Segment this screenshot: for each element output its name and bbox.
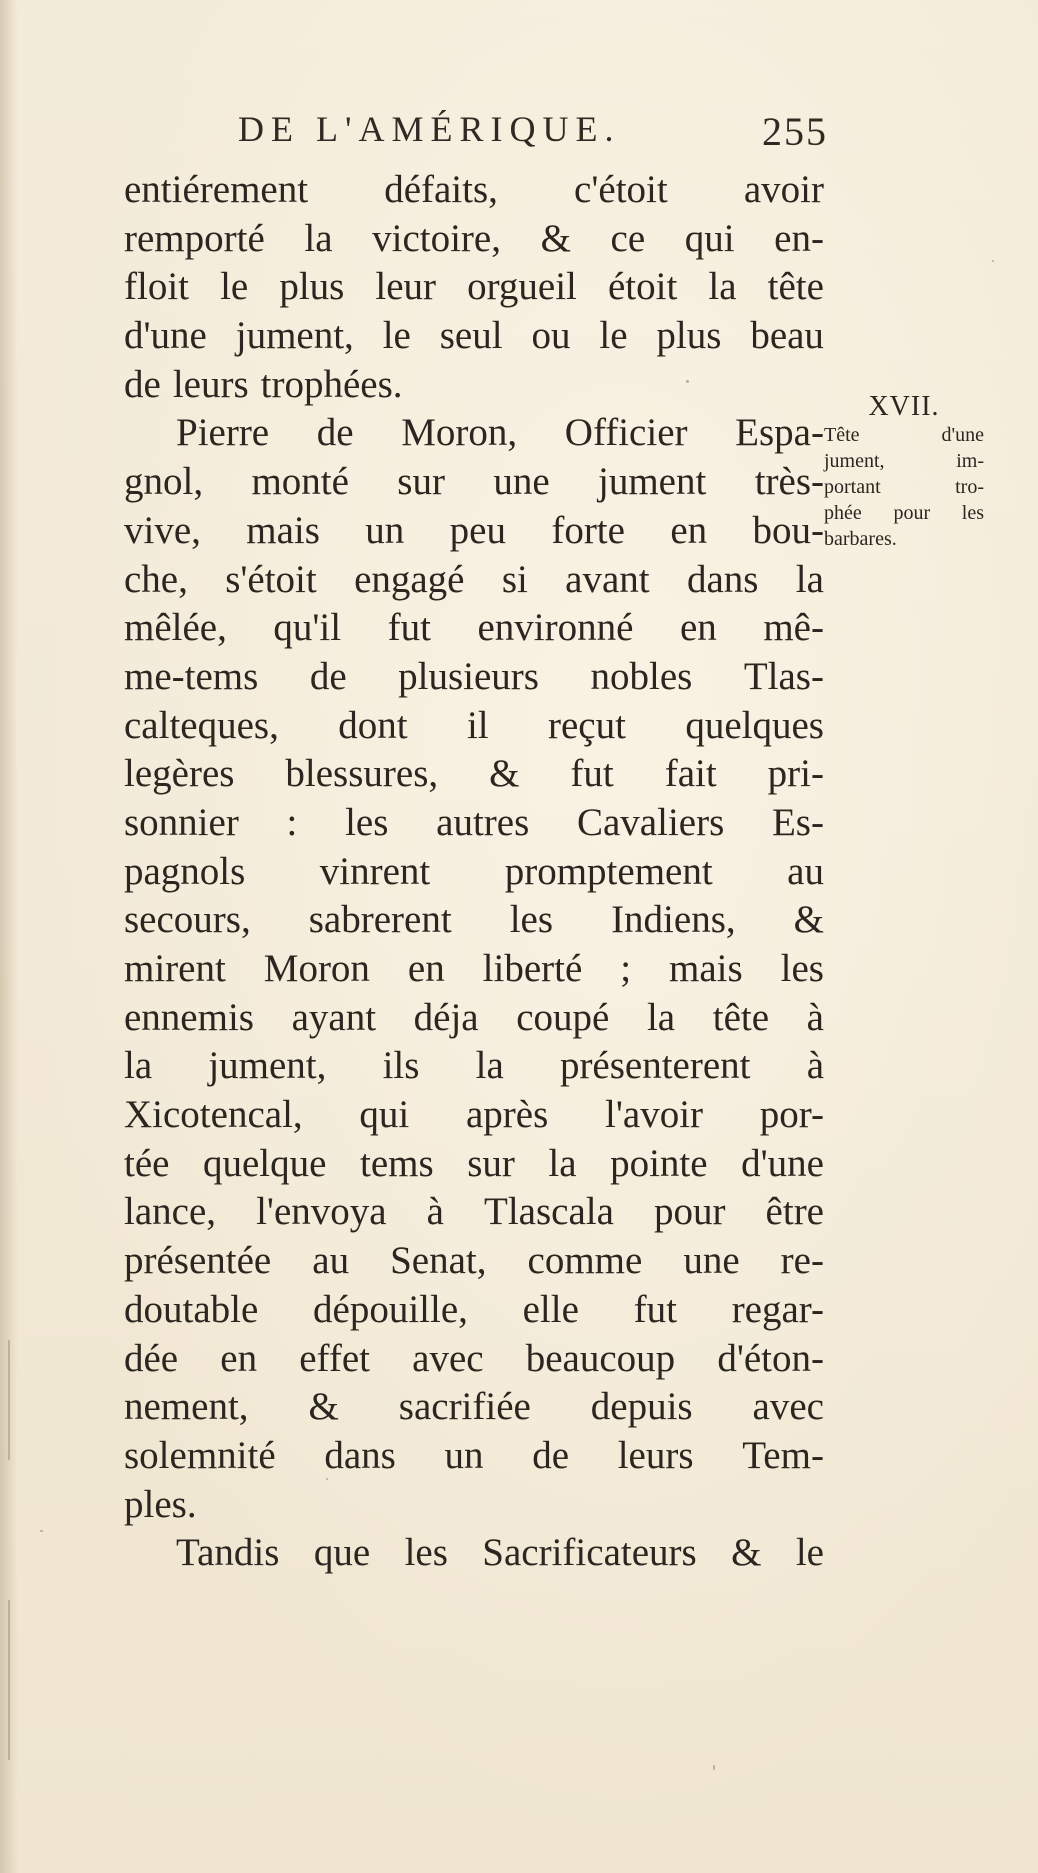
word: ples. xyxy=(124,1482,197,1526)
word: le xyxy=(599,314,628,358)
word: Officier xyxy=(564,411,688,455)
word: & xyxy=(540,216,571,260)
word: de xyxy=(316,411,354,455)
word: en xyxy=(679,606,717,650)
text-line xyxy=(124,799,824,848)
word: plusieurs xyxy=(398,654,539,698)
word: im- xyxy=(956,450,984,472)
word: mais xyxy=(669,947,743,990)
word: la xyxy=(708,265,737,309)
word: sonnier xyxy=(124,800,239,844)
word: secours, xyxy=(124,898,251,942)
word: au xyxy=(312,1239,350,1283)
scan-edge-mark xyxy=(8,1600,10,1760)
word: seul xyxy=(439,314,503,358)
text-line xyxy=(124,653,824,702)
text-line xyxy=(124,166,824,215)
body-text xyxy=(124,166,824,1578)
text-line xyxy=(124,1481,824,1530)
word: pour xyxy=(893,502,931,524)
running-title: DE L'AMÉRIQUE. xyxy=(238,109,621,149)
word: être xyxy=(765,1190,824,1234)
word: défaits, xyxy=(384,168,498,211)
word: sur xyxy=(397,460,445,504)
word: vinrent xyxy=(319,849,431,893)
word: dépouille, xyxy=(313,1287,468,1331)
word: la xyxy=(795,557,824,601)
word: fait xyxy=(664,752,717,796)
text-line xyxy=(124,215,824,264)
word: qui xyxy=(359,1093,410,1137)
word: tems xyxy=(360,1141,434,1185)
word: Tem- xyxy=(742,1433,824,1477)
word: avoir xyxy=(743,168,824,211)
word: d'une xyxy=(941,424,984,446)
word: pagnols xyxy=(124,849,246,893)
word: mê- xyxy=(763,606,824,650)
word: nement, xyxy=(124,1385,249,1429)
word: les xyxy=(509,898,554,942)
word: avec xyxy=(752,1385,824,1429)
word: Tête xyxy=(824,424,860,446)
text-line xyxy=(124,896,824,945)
word: barbares. xyxy=(824,528,897,550)
word: fut xyxy=(570,752,614,796)
word: en xyxy=(670,508,708,552)
word: dont xyxy=(338,703,408,747)
word: autres xyxy=(436,800,530,844)
text-line xyxy=(124,604,824,653)
text-line xyxy=(124,1529,824,1578)
word: fut xyxy=(387,606,431,650)
text-line xyxy=(124,848,824,897)
word: vive, xyxy=(124,508,201,552)
word: remporté xyxy=(124,216,265,260)
word: leur xyxy=(375,265,437,309)
text-line xyxy=(124,409,824,458)
word: effet xyxy=(299,1336,370,1380)
word: monté xyxy=(251,460,349,504)
word: tro- xyxy=(955,476,984,498)
word: Moron xyxy=(263,947,370,990)
text-line xyxy=(124,1335,824,1384)
word: fut xyxy=(633,1287,677,1331)
word: Pierre xyxy=(176,411,270,455)
word: jument, xyxy=(235,314,354,358)
word: & xyxy=(489,752,520,796)
word: à xyxy=(426,1190,444,1234)
text-line xyxy=(124,1140,824,1189)
text-line xyxy=(124,263,824,312)
word: floit xyxy=(124,265,189,309)
marginal-note-line xyxy=(824,474,984,500)
word: ayant xyxy=(291,995,377,1039)
word: c'étoit xyxy=(574,168,668,211)
word: Indiens, xyxy=(611,898,736,942)
word: un xyxy=(444,1433,484,1477)
word: étoit xyxy=(607,265,678,309)
word: : xyxy=(286,800,298,844)
word: mais xyxy=(246,508,320,552)
word: environné xyxy=(477,606,634,650)
marginal-note-number: XVII. xyxy=(868,391,940,422)
word: le xyxy=(795,1531,824,1575)
word: legères xyxy=(124,752,235,796)
word: en xyxy=(407,947,445,990)
word: très- xyxy=(754,460,824,504)
text-line xyxy=(124,1237,824,1286)
word: les xyxy=(780,947,824,990)
word: che, xyxy=(124,557,188,601)
word: blessures, xyxy=(285,752,439,796)
word: de xyxy=(124,362,161,406)
word: mirent xyxy=(124,947,226,990)
word: avec xyxy=(412,1336,484,1380)
word: pour xyxy=(653,1190,726,1234)
word: Cavaliers xyxy=(576,800,725,844)
word: engagé xyxy=(354,557,465,601)
word: Tlas- xyxy=(743,654,824,698)
word: l'envoya xyxy=(256,1190,387,1234)
word: peu xyxy=(449,508,506,552)
word: après xyxy=(465,1093,549,1137)
word: leurs xyxy=(617,1433,694,1477)
word: Es- xyxy=(771,800,824,844)
marginal-note-line xyxy=(824,448,984,474)
word: & xyxy=(308,1385,339,1429)
word: bou- xyxy=(752,508,824,552)
word: forte xyxy=(551,508,625,552)
word: s'étoit xyxy=(225,557,317,601)
text-line xyxy=(124,1042,824,1091)
word: de xyxy=(309,654,347,698)
word: Sacrificateurs xyxy=(482,1531,697,1575)
text-line xyxy=(124,312,824,361)
word: jument, xyxy=(824,450,885,472)
word: dée xyxy=(124,1336,179,1380)
marginal-note-line xyxy=(824,422,984,448)
word: le xyxy=(220,265,249,309)
word: depuis xyxy=(590,1385,693,1429)
page-header xyxy=(238,108,828,158)
word: la xyxy=(124,1044,153,1088)
text-line xyxy=(124,702,824,751)
word: elle xyxy=(522,1287,579,1331)
text-line xyxy=(124,750,824,799)
word: en xyxy=(220,1336,258,1380)
word: présenterent xyxy=(559,1044,751,1088)
text-line xyxy=(124,361,824,410)
word: & xyxy=(731,1531,762,1575)
word: solemnité xyxy=(124,1433,276,1477)
word: en- xyxy=(774,216,824,260)
word: lance, xyxy=(124,1190,217,1234)
word: quelques xyxy=(685,703,824,747)
word: pri- xyxy=(767,752,824,796)
word: les xyxy=(404,1531,448,1575)
word: me-tems xyxy=(124,654,259,698)
word: un xyxy=(365,508,405,552)
word: la xyxy=(304,216,333,260)
word: reçut xyxy=(547,703,626,747)
word: il xyxy=(466,703,489,747)
word: la xyxy=(475,1044,504,1088)
word: jument xyxy=(598,460,707,504)
word: portant xyxy=(824,476,881,498)
word: à xyxy=(806,1044,824,1088)
word: dans xyxy=(324,1433,396,1477)
word: présentée xyxy=(124,1239,272,1283)
word: à xyxy=(806,995,824,1039)
word: jument, xyxy=(208,1044,327,1088)
word: liberté xyxy=(482,947,583,990)
word: d'une xyxy=(124,314,207,358)
word: coupé xyxy=(516,995,610,1039)
word: trophées. xyxy=(260,362,403,406)
marginal-note xyxy=(824,392,984,552)
word: la xyxy=(548,1141,577,1185)
word: Espa- xyxy=(735,411,824,455)
word: Xicotencal, xyxy=(124,1093,303,1137)
word: sacrifiée xyxy=(398,1385,531,1429)
word: d'éton- xyxy=(717,1336,824,1380)
word: plus xyxy=(279,265,345,309)
word: une xyxy=(683,1239,740,1283)
text-line xyxy=(124,507,824,556)
word: une xyxy=(493,460,550,504)
word: que xyxy=(313,1531,371,1575)
word: qu'il xyxy=(273,606,342,650)
marginal-note-line xyxy=(824,500,984,526)
word: Senat, xyxy=(390,1239,487,1283)
word: d'une xyxy=(741,1141,824,1185)
word: le xyxy=(382,314,411,358)
word: dans xyxy=(686,557,759,601)
text-line xyxy=(124,994,824,1043)
word: nobles xyxy=(590,654,693,698)
word: promptement xyxy=(504,849,713,893)
word: si xyxy=(501,557,528,601)
text-line xyxy=(124,458,824,507)
word: les xyxy=(961,502,984,524)
word: la xyxy=(646,995,676,1039)
word: ennemis xyxy=(124,995,254,1039)
word: au xyxy=(787,849,824,893)
word: pointe xyxy=(610,1141,708,1185)
word: plus xyxy=(656,314,722,358)
word: calteques, xyxy=(124,703,279,747)
word: beaucoup xyxy=(525,1336,676,1380)
word: orgueil xyxy=(467,265,577,309)
word: por- xyxy=(759,1093,824,1137)
word: regar- xyxy=(731,1287,824,1331)
scan-edge-mark xyxy=(8,1340,10,1460)
text-line xyxy=(124,556,824,605)
word: quelque xyxy=(203,1141,327,1185)
word: ou xyxy=(531,314,571,358)
text-line xyxy=(124,1091,824,1140)
word: sur xyxy=(467,1141,515,1185)
word: phée xyxy=(824,502,862,524)
word: ils xyxy=(382,1044,420,1088)
text-line xyxy=(124,1432,824,1481)
word: avant xyxy=(565,557,650,601)
word: gnol, xyxy=(124,460,204,504)
word: mêlée, xyxy=(124,606,227,650)
word: re- xyxy=(780,1239,824,1283)
word: déja xyxy=(413,995,479,1039)
word: tête xyxy=(767,265,824,309)
text-line xyxy=(124,1286,824,1335)
page-number: 255 xyxy=(762,109,828,154)
word: tête xyxy=(712,995,770,1039)
word: Tlascala xyxy=(484,1190,614,1234)
page-gutter-shadow xyxy=(0,0,18,1873)
word: sabrerent xyxy=(308,898,452,942)
word: victoire, xyxy=(372,216,501,260)
text-line xyxy=(124,1383,824,1432)
word: de xyxy=(532,1433,570,1477)
word: qui xyxy=(684,216,735,260)
text-line xyxy=(124,1188,824,1237)
word: doutable xyxy=(124,1287,259,1331)
marginal-note-line xyxy=(824,526,984,552)
word: les xyxy=(345,800,389,844)
word: comme xyxy=(527,1239,643,1283)
text-line xyxy=(124,945,824,994)
word: l'avoir xyxy=(605,1093,704,1137)
word: Moron, xyxy=(401,411,518,455)
word: leurs xyxy=(172,362,249,406)
word: ; xyxy=(620,947,632,990)
word: tée xyxy=(124,1141,170,1185)
word: Tandis xyxy=(176,1531,280,1575)
word: ce xyxy=(610,216,646,260)
word: entiérement xyxy=(124,168,309,211)
word: beau xyxy=(750,314,824,358)
word: & xyxy=(793,898,824,942)
